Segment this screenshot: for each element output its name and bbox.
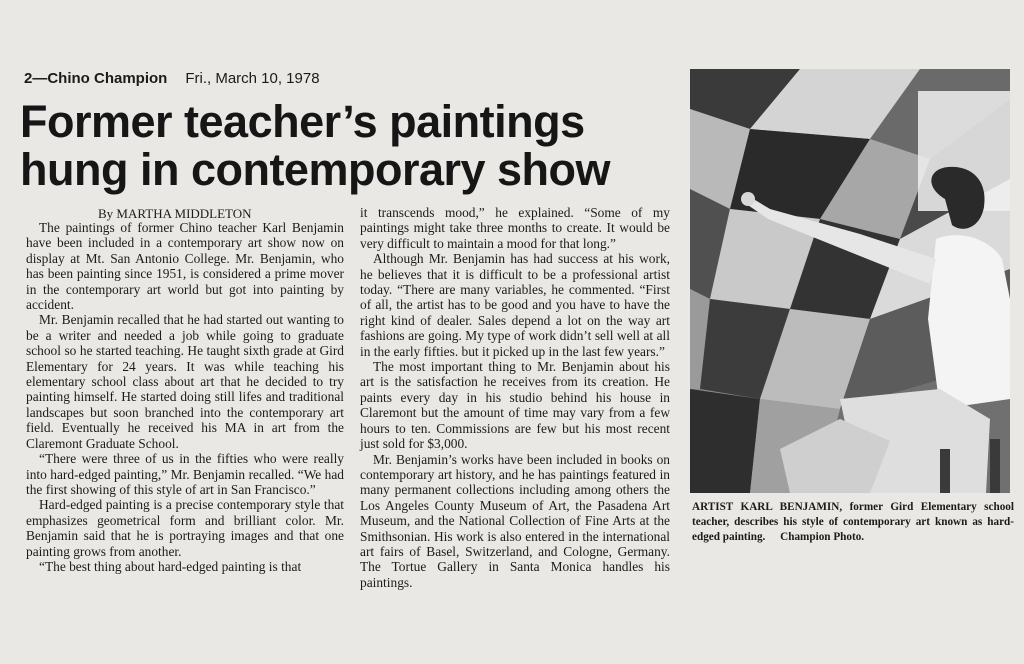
paragraph: Mr. Benjamin’s works have been included in books on contemporary art history, and he has paintings featured in many permanent collections including among others the Los Angeles County Museum of Art, the Pasadena Art Museum, and the National Collection of Fine Arts at the Smithsonian. His work is also entered in the international art fairs of Basel, Switzerland, and Cologne, Germany. The Tortue Gallery in Santa Monica handles his paintings. bbox=[360, 451, 670, 590]
issue-date: Fri., March 10, 1978 bbox=[185, 70, 320, 87]
caption-lead: ARTIST KARL BENJAMIN, bbox=[692, 501, 843, 513]
photo-image bbox=[690, 69, 1010, 493]
paragraph: The most important thing to Mr. Benjamin about his art is the satisfaction he receives from its creation. He paints every day in his studio behind his house in Claremont but the amount of time may vary from a few hours to ten. Commissions are few but his most recent just sold for $3,000. bbox=[360, 359, 670, 452]
paragraph: The paintings of former Chino teacher Karl Benjamin have been included in a contemporary art show now on display at Mt. San Antonio College. Mr. Benjamin, who has been painting since 1951, is considered a prime mover in the contemporary art world but got into painting by accident. bbox=[26, 220, 344, 313]
article-column-2 bbox=[360, 205, 670, 590]
paragraph: “There were three of us in the fifties who were really into hard-edged painting,” Mr. Benjamin recalled. “We had the first showing of this style of art in San Francisco.” bbox=[26, 451, 344, 497]
paragraph: Mr. Benjamin recalled that he had started out wanting to be a writer and needed a job while going to graduate school so he started teaching. He taught sixth grade at Gird Elementary for 24 years. It was while teaching his elementary school class about art that he decided to try painting himself. He started doing still lifes and traditional landscapes but soon branched into the contemporary art field. Eventually he received his MA in art from the Claremont Graduate School. bbox=[26, 312, 344, 451]
paragraph: Hard-edged painting is a precise contemporary style that emphasizes geometrical form and brilliant color. Mr. Benjamin said that he is portraying images and that one painting grows from another. bbox=[26, 497, 344, 559]
paper-name: 2—Chino Champion bbox=[24, 70, 168, 87]
masthead bbox=[24, 70, 320, 88]
artist-photo bbox=[690, 69, 1010, 493]
paragraph: “The best thing about hard-edged painting is that bbox=[39, 558, 302, 574]
headline-line-2: hung in contemporary show bbox=[20, 144, 611, 195]
article-column-1 bbox=[26, 220, 344, 574]
caption-text: former Gird Elementary school teacher, describes his style of contemporary art known as hard-edged painting. bbox=[692, 501, 1015, 543]
byline: By MARTHA MIDDLETON bbox=[98, 206, 252, 221]
paragraph: Although Mr. Benjamin has had success at his work, he believes that it is difficult to be a professional artist today. “There are many variables, he commented. “First of all, the artist has to be good and you have to have the right kind of dealer. Sales depend a lot on the way art fashions are going. My type of work didn’t sell well at all in the early fifties. but it picked up in the last few years.” bbox=[360, 251, 670, 359]
paragraph-continued: it transcends mood,” he explained. “Some of my paintings might take three months to create. It would be very difficult to maintain a mood for that long.” bbox=[360, 205, 670, 251]
headline bbox=[20, 98, 680, 194]
headline-line-1: Former teacher’s paintings bbox=[20, 96, 585, 147]
photo-credit: Champion Photo. bbox=[780, 531, 865, 543]
photo-caption bbox=[692, 500, 1014, 545]
